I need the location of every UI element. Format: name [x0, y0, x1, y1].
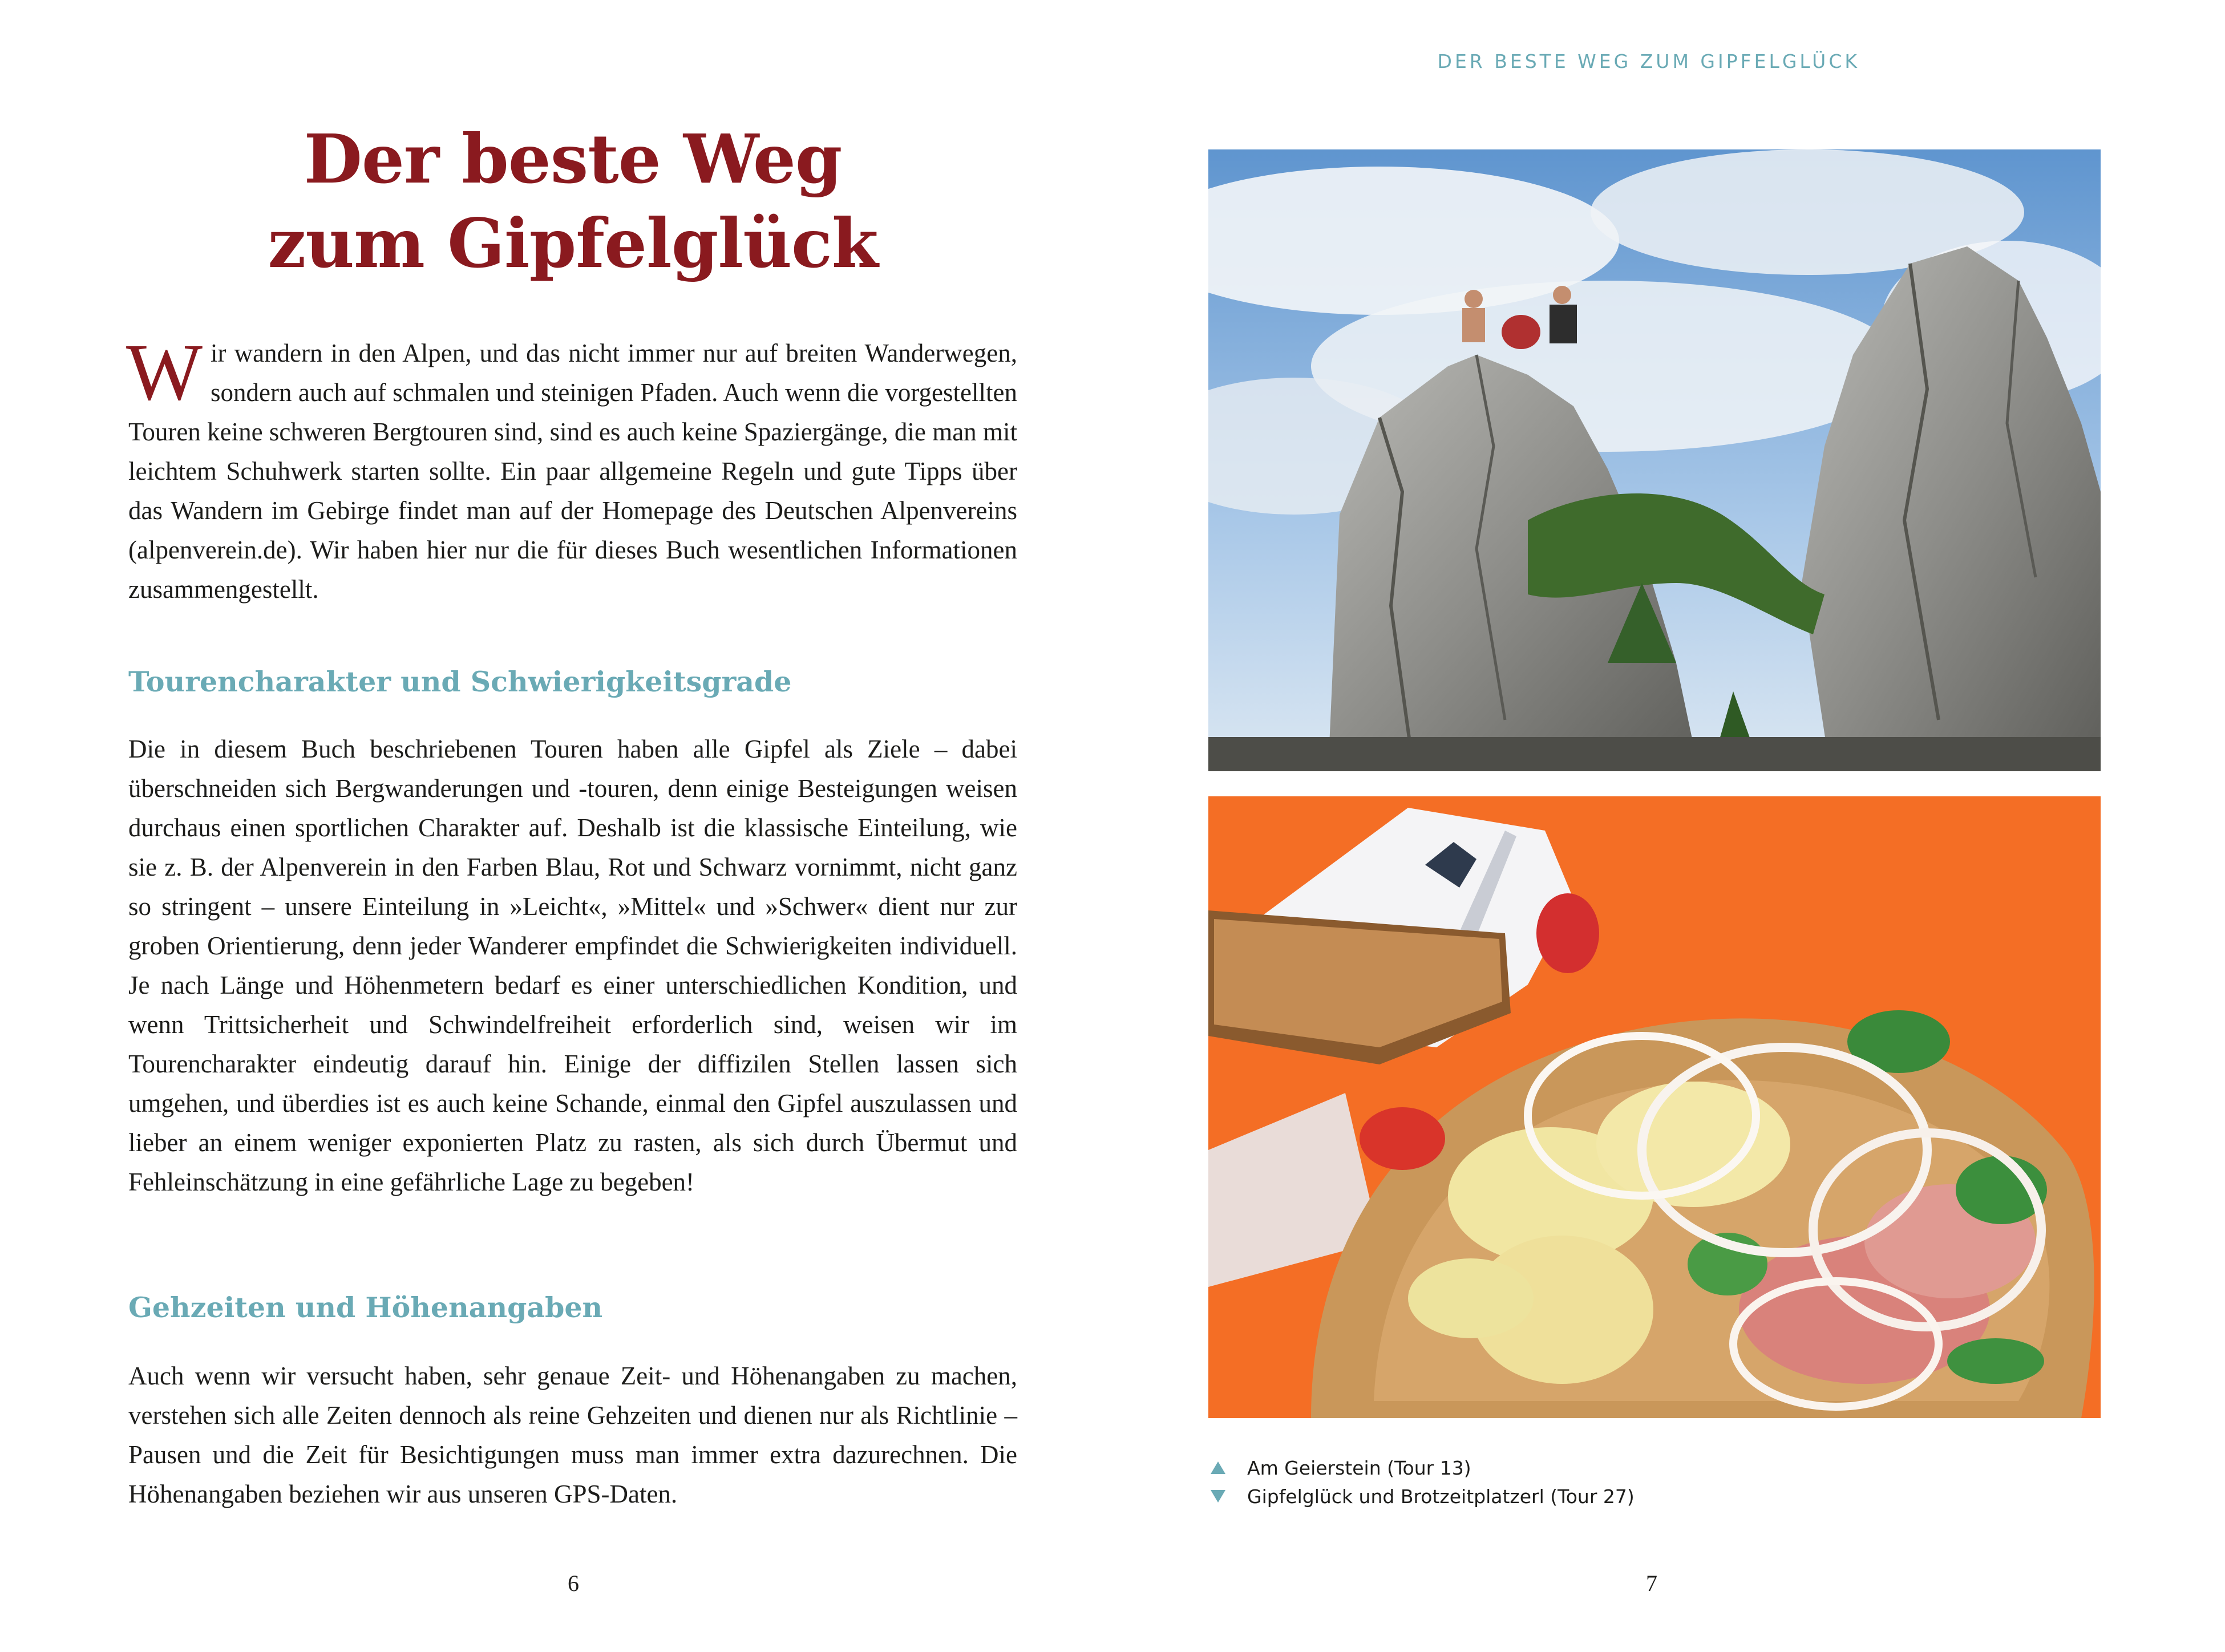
section2-paragraph: Auch wenn wir versucht haben, sehr genaue Zeit- und Höhenangaben zu machen, verstehen sich alle Zeiten dennoch als reine Gehzeiten und dienen nur als Richtlinie – Pausen und die Zeit für Besichtigungen muss man immer extra dazurechnen. Die Höhenangaben beziehen wir aus unseren GPS-Daten.	[128, 1362, 1017, 1508]
caption-text: Gipfelglück und Brotzeitplatzerl (Tour 27)	[1247, 1485, 1635, 1508]
title-line-2: zum Gipfelglück	[268, 204, 878, 283]
triangle-up-icon	[1211, 1461, 1225, 1474]
page-number-left: 6	[568, 1570, 579, 1596]
running-header: DER BESTE WEG ZUM GIPFELGLÜCK	[1437, 50, 1860, 72]
title-line-1: Der beste Weg	[304, 119, 842, 199]
section-heading-gehzeiten: Gehzeiten und Höhenangaben	[128, 1291, 603, 1324]
intro-paragraph	[126, 327, 1017, 609]
left-page	[0, 0, 1112, 1652]
intro-paragraph-block	[126, 327, 1017, 609]
intro-text: ir wandern in den Alpen, und das nicht immer nur auf breiten Wanderwegen, sondern auch auf schmalen und steinigen Pfaden. Auch wenn die vorgestellten Touren keine schweren Bergtouren sind, sind es auch keine Spaziergänge, die man mit leichtem Schuhwerk starten sollte. Ein paar allgemeine Regeln und gute Tipps über das Wandern im Gebirge findet man auf der Homepage des Deutschen Alpenvereins (alpenverein.de). Wir haben hier nur die für dieses Buch wesentlichen Informationen zusammengestellt.	[128, 339, 1017, 604]
page-number-right: 7	[1646, 1570, 1657, 1596]
caption-text: Am Geierstein (Tour 13)	[1247, 1456, 1471, 1479]
photo-captions	[1208, 1453, 1635, 1511]
drop-cap: W	[126, 327, 203, 417]
right-page	[1112, 0, 2225, 1652]
page-title	[0, 117, 1146, 286]
triangle-down-icon	[1211, 1490, 1225, 1503]
section1-block	[128, 730, 1017, 1202]
photo-geierstein	[1208, 149, 2101, 771]
caption-row	[1208, 1453, 1635, 1482]
caption-row	[1208, 1482, 1635, 1511]
section2-block	[128, 1357, 1017, 1514]
section1-paragraph: Die in diesem Buch beschriebenen Touren haben alle Gipfel als Ziele – dabei überschneiden sich Bergwanderungen und -touren, denn einige Besteigungen weisen durchaus einen sportlichen Charakter auf. Deshalb ist die klassische Einteilung, wie sie z. B. der Alpenverein in den Farben Blau, Rot und Schwarz vornimmt, nicht ganz so stringent – unsere Einteilung in »Leicht«, »Mittel« und »Schwer« dient nur zur groben Orientierung, denn jeder Wanderer empfindet die Schwierigkeiten individuell. Je nach Länge und Höhenmetern bedarf es einer unterschiedlichen Kondition, und wenn Trittsicherheit und Schwindelfreiheit erforderlich sind, weisen wir im Tourencharakter eindeutig darauf hin. Einige der diffizilen Stellen lassen sich umgehen, und überdies ist es auch keine Schande, einmal den Gipfel auszulassen und lieber an einem weniger exponierten Platz zu rasten, als sich durch Übermut und Fehleinschätzung in eine gefährliche Lage zu begeben!	[128, 735, 1017, 1196]
section-heading-tourencharakter: Tourencharakter und Schwierigkeitsgrade	[128, 665, 792, 698]
photo-brotzeit	[1208, 796, 2101, 1418]
